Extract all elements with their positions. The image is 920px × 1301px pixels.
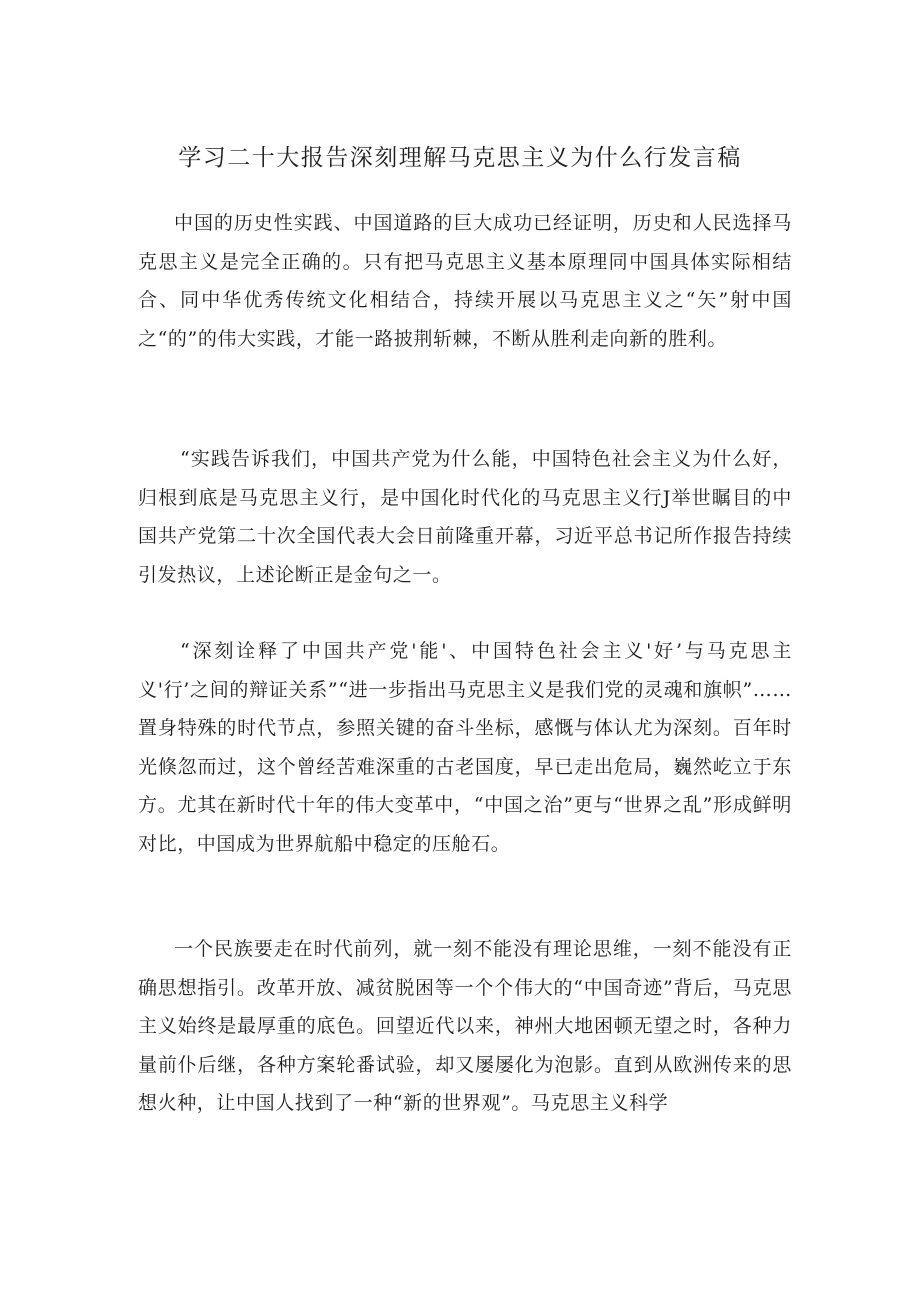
paragraph-3: “深刻诠释了中国共产党'能'、中国特色社会主义'好’与马克思主义'行’之间的辩证关系”“进一步指出马克思主义是我们党的灵魂和旗帜”……置身特殊的时代节点，参照关键的奋斗坐标，感慨与体认尤为深刻。百年时光倏忽而过，这个曾经苦难深重的古老国度，早已走出危局，巍然屹立于东方。尤其在新时代十年的伟大变革中，“中国之治”更与“世界之乱”形成鲜明对比，中国成为世界航船中稳定的压舱石。	[138, 640, 792, 855]
paragraph-4: 一个民族要走在时代前列，就一刻不能没有理论思维，一刻不能没有正确思想指引。改革开放、减贫脱困等一个个伟大的“中国奇迹”背后，马克思主义始终是最厚重的底色。回望近代以来，神州大地困顿无望之时，各种力量前仆后继，各种方案轮番试验，却又屡屡化为泡影。直到从欧洲传来的思想火种，让中国人找到了一种“新的世界观”。马克思主义科学	[138, 938, 792, 1114]
paragraph-2: “实践告诉我们，中国共产党为什么能，中国特色社会主义为什么好，归根到底是马克思主义行，是中国化时代化的马克思主义行J举世瞩目的中国共产党第二十次全国代表大会日前隆重开幕，习近平总书记所作报告持续引发热议，上述论断正是金句之一。	[138, 448, 792, 586]
paragraph-1: 中国的历史性实践、中国道路的巨大成功已经证明，历史和人民选择马克思主义是完全正确的。只有把马克思主义基本原理同中国具体实际相结合、同中华优秀传统文化相结合，持续开展以马克思主义之“矢”射中国之“的”的伟大实践，才能一路披荆斩棘，不断从胜利走向新的胜利。	[138, 212, 792, 350]
document-title: 学习二十大报告深刻理解马克思主义为什么行发言稿	[178, 145, 742, 171]
